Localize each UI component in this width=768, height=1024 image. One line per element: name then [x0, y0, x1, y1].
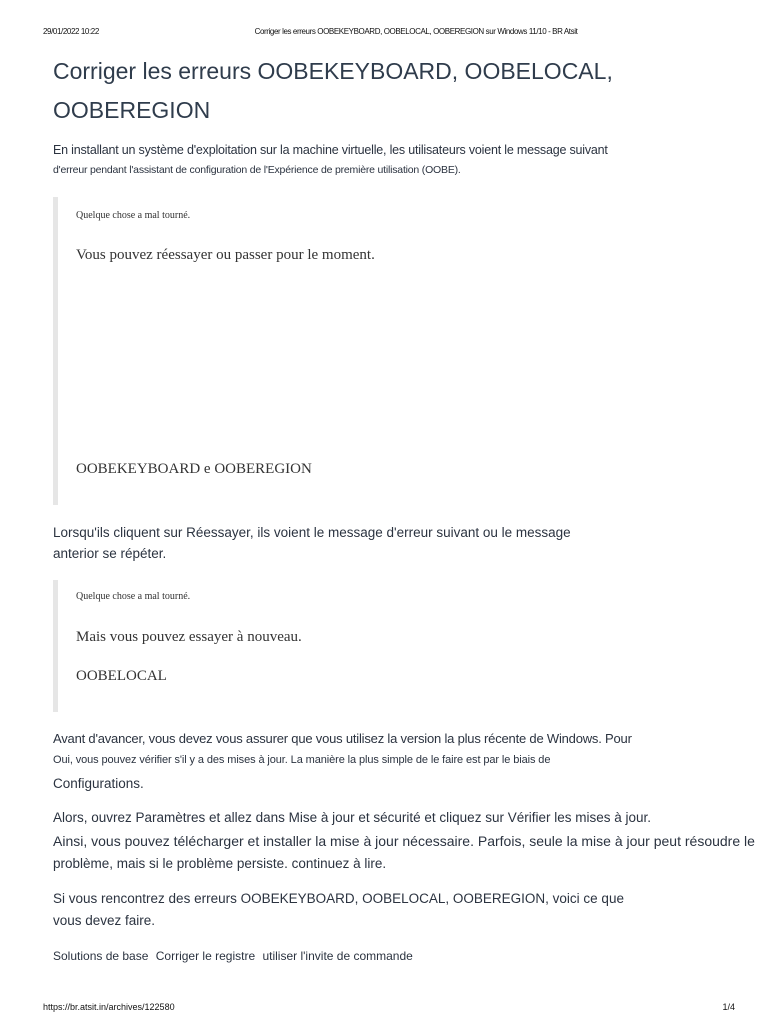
print-header [0, 27, 768, 37]
quote-1-error-codes: OOBEKEYBOARD e OOBEREGION [76, 461, 312, 477]
print-page-title: Corriger les erreurs OOBEKEYBOARD, OOBELOCAL, OOBEREGION sur Windows 11/10 - BR Atsit [254, 27, 578, 36]
para-3-line-1: Avant d'avancer, vous devez vous assurer que vous utilisez la version la plus récente de Windows. Pour [53, 731, 632, 746]
intro-line-1: En installant un système d'exploitation sur la machine virtuelle, les utilisateurs voient le message suivant [53, 143, 608, 157]
page-title-line-2: OOBEREGION [53, 97, 211, 123]
para-4-line-3: problème, mais si le problème persiste. continuez à lire. [53, 856, 387, 871]
toc-link-basic-solutions[interactable]: Solutions de base [53, 949, 149, 963]
toc-link-command-prompt[interactable]: utiliser l'invite de commande [262, 949, 413, 963]
para-2-line-2: anterior se répéter. [53, 546, 167, 561]
quote-2-message: Mais vous pouvez essayer à nouveau. [76, 629, 302, 645]
para-3-line-3: Configurations. [53, 776, 144, 791]
error-quote-2 [53, 580, 743, 712]
para-5-line-2: vous devez faire. [53, 913, 156, 928]
table-of-contents [53, 949, 413, 963]
print-datetime: 29/01/2022 10:22 [43, 27, 99, 36]
quote-1-small-text: Quelque chose a mal tourné. [76, 210, 191, 221]
error-quote-1 [53, 197, 743, 505]
page-title-line-1: Corriger les erreurs OOBEKEYBOARD, OOBELOCAL, [53, 58, 613, 84]
para-2-line-1: Lorsqu'ils cliquent sur Réessayer, ils voient le message d'erreur suivant ou le message [53, 525, 571, 540]
print-url[interactable]: https://br.atsit.in/archives/122580 [43, 1002, 175, 1012]
quote-2-error-code: OOBELOCAL [76, 668, 167, 684]
page-number: 1/4 [722, 1002, 735, 1012]
para-5-line-1: Si vous rencontrez des erreurs OOBEKEYBOARD, OOBELOCAL, OOBEREGION, voici ce que [53, 891, 624, 906]
toc-link-fix-registry[interactable]: Corriger le registre [155, 949, 256, 963]
para-4-line-1: Alors, ouvrez Paramètres et allez dans Mise à jour et sécurité et cliquez sur Vérifier les mises à jour. [53, 810, 651, 825]
quote-1-message: Vous pouvez réessayer ou passer pour le moment. [76, 247, 375, 263]
intro-line-2: d'erreur pendant l'assistant de configuration de l'Expérience de première utilisation (OOBE). [53, 164, 461, 176]
para-4-line-2: Ainsi, vous pouvez télécharger et installer la mise à jour nécessaire. Parfois, seule la mise à jour peut résoudre le [53, 833, 755, 849]
page-title [53, 52, 733, 130]
quote-2-small-text: Quelque chose a mal tourné. [76, 591, 191, 602]
para-3-line-2: Oui, vous pouvez vérifier s'il y a des mises à jour. La manière la plus simple de le faire est par le biais de [53, 754, 551, 766]
